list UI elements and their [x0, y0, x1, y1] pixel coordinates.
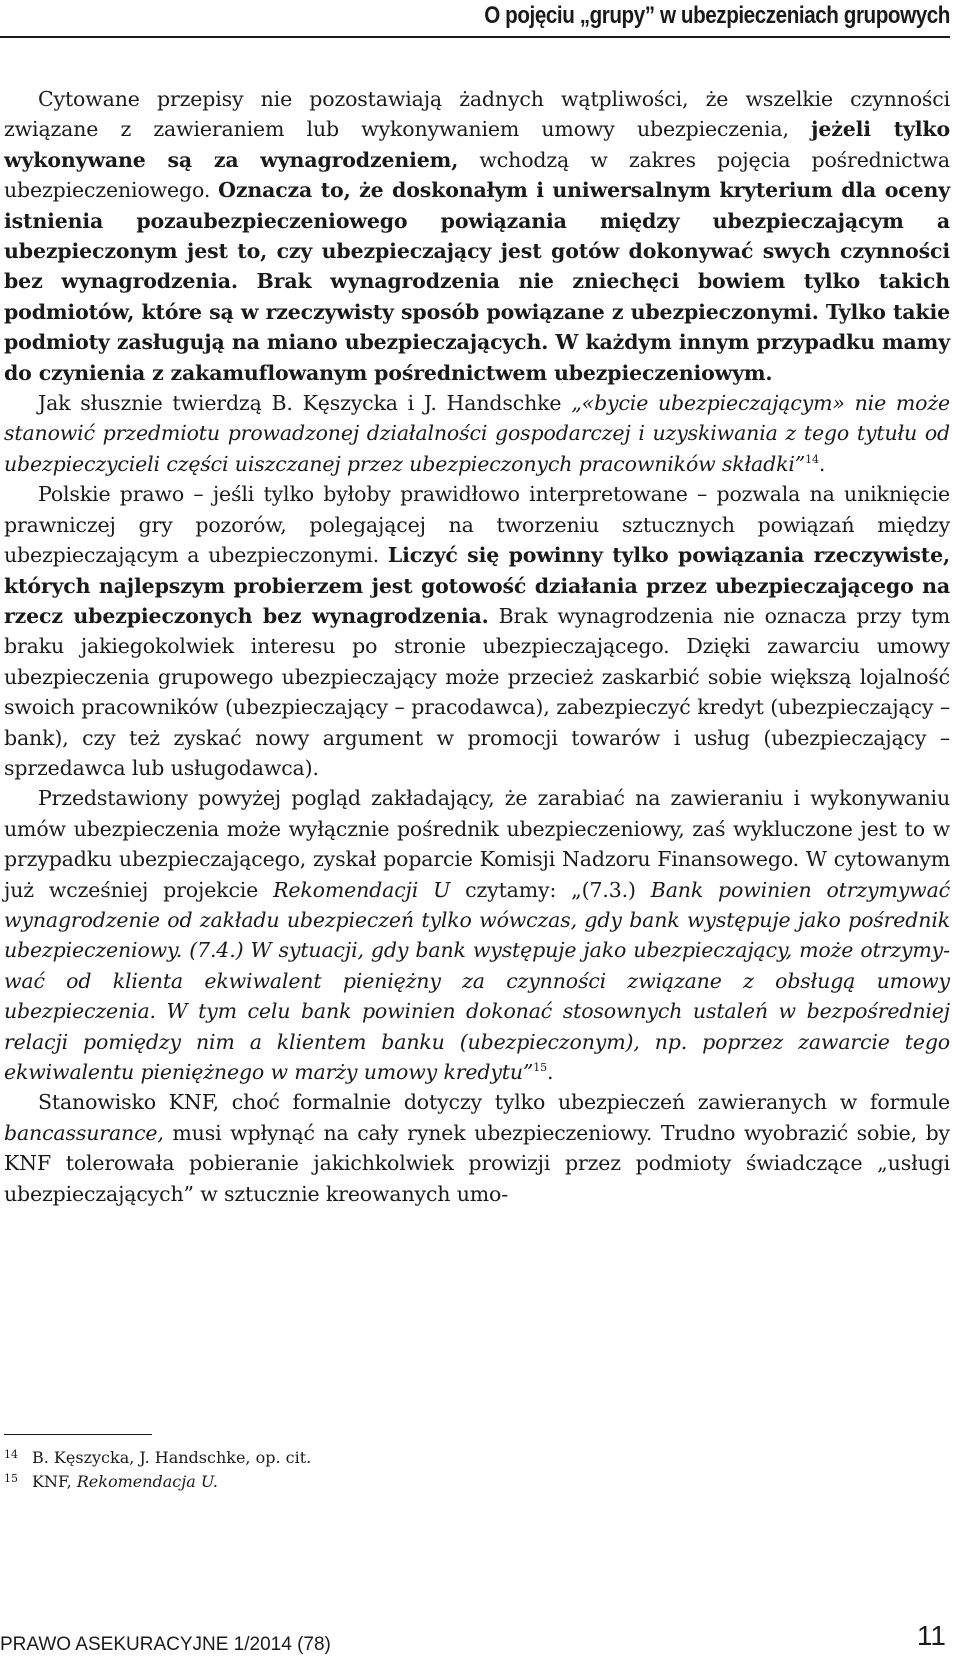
text-run: Jak słusznie twierdzą B. Kęszycka i J. Handschke — [38, 391, 572, 416]
text-run: Brak wynagrodzenia nie oznacza przy tym braku jakiegokolwiek interesu po stronie ubezpieczającego. Dzięki zawarciu umowy ubezpieczenia grupowego ubezpieczający może przecież zaskarbić sobie większą lojalność swoich pracowników (ubezpieczający – pracodawca), zabezpieczyć kredyt (ubezpieczający – bank), czy też zyskać nowy argument w promocji towarów i usług (ubezpieczający – sprzedawca lub usługodawca). — [4, 603, 950, 780]
text-run: wchodzą w zakres pojęcia pośrednictwa ubezpieczeniowego. — [4, 147, 950, 203]
text-run: Przedstawiony powyżej pogląd zakładający, że zarabiać na zawieraniu i wykonywaniu umów ubezpieczenia może wyłącznie pośrednik ubezpieczeniowy, zaś wykluczone jest to w przypadku ubezpieczającego, zyskał poparcie Komisji Nadzoru Finansowego. W cytowanym już wcześniej projekcie — [4, 786, 950, 902]
footnote-15 — [4, 1470, 904, 1494]
italic-text: Rekomendacji U — [273, 877, 451, 902]
paragraph-2 — [4, 388, 950, 479]
footnote-ref: 15 — [533, 1061, 547, 1074]
footer-page-number: 11 — [916, 1620, 946, 1651]
footer-journal: PRAWO ASEKURACYJNE 1/2014 (78) — [0, 1634, 331, 1655]
footnote-text — [32, 1446, 311, 1470]
paragraph-4 — [4, 783, 950, 1087]
text-run: . — [546, 1060, 554, 1084]
text-run: B. Kęszycka, J. Handschke, op. cit. — [32, 1448, 312, 1467]
italic-text: bancassurance, — [4, 1120, 164, 1145]
article-body — [4, 84, 950, 1209]
bold-text: jeżeli tylko wykonywane są za wynagrodzeniem, — [4, 117, 950, 172]
header-rule — [0, 36, 950, 38]
text-run: Cytowane przepisy nie pozostawiają żadnych wątpliwości, że wszelkie czynności związane z zawieraniem lub wykonywaniem umowy ubezpieczenia, — [4, 87, 950, 142]
footnote-number: 14 — [4, 1448, 18, 1461]
bold-text: Oznacza to, że doskonałym i uniwersalnym kryterium dla oceny istnienia pozaubezpieczeniowego powiązania między ubezpieczającym a ubezpieczonym jest to, czy ubezpieczający jest gotów dokonywać swych czynności bez wynagrodzenia. Brak wynagrodzenia nie zniechęci bowiem tylko takich podmiotów, które są w rzeczywisty sposób powiązane z ubezpieczonymi. Tylko takie podmioty zasługują na miano ubezpieczających. W każdym innym przypadku mamy do czynienia z zakamuflowanym pośrednictwem ubezpieczeniowym. — [4, 178, 950, 385]
text-run: Polskie prawo – jeśli tylko byłoby prawidłowo interpretowane – pozwala na uniknięcie prawniczej gry pozorów, polegającej na tworzeniu sztucznych powiązań między ubezpieczającym a ubezpieczonymi. — [4, 482, 950, 568]
bold-text: Liczyć się powinny tylko powiązania rzeczywiste, których najlepszym probierzem jest gotowość działania przez ubezpieczającego na rzecz ubezpieczonych bez wynagrodzenia. — [4, 543, 950, 628]
italic-text: Bank powinien otrzymywać wynagrodzenie od zakładu ubezpieczeń tylko wówczas, gdy bank występuje jako pośrednik ubezpieczeniowy. (7.4.) W sytuacji, gdy bank występuje jako ubezpieczający, może otrzymywać od klienta ekwiwalent pieniężny za czynności związane z obsługą umowy ubezpieczenia. W tym celu bank powinien dokonać stosownych ustaleń w bezpośredniej relacji pomiędzy nim a klientem banku (ubezpieczonym), np. poprzez zawarcie tego ekwiwalentu pieniężnego w marży umowy kredytu” — [4, 877, 950, 1084]
footnote-ref: 14 — [805, 452, 819, 466]
text-run: musi wpłynąć na cały rynek ubezpieczeniowy. Trudno wyobrazić sobie, by KNF tolerowała pobieranie jakichkolwiek prowizji przez podmioty świadczące „usługi ubezpieczających” w sztucznie kreowanych umo- — [4, 1120, 950, 1206]
text-run: czytamy: „(7.3.) — [450, 877, 651, 902]
footnote-14 — [4, 1446, 904, 1470]
footnote-rule — [4, 1434, 152, 1435]
footnotes — [4, 1446, 904, 1494]
paragraph-1 — [4, 84, 950, 388]
running-head-title: O pojęciu „grupy” w ubezpieczeniach grupowych — [484, 2, 950, 29]
text-run: Stanowisko KNF, choć formalnie dotyczy tylko ubezpieczeń zawieranych w formule — [38, 1090, 950, 1115]
italic-text: Rekomendacja U. — [76, 1472, 218, 1491]
text-run: . — [818, 451, 826, 476]
footnote-number: 15 — [4, 1472, 18, 1485]
paragraph-5 — [4, 1087, 950, 1209]
paragraph-3 — [4, 479, 950, 783]
footnote-text — [32, 1470, 218, 1494]
text-run: KNF, — [32, 1472, 77, 1491]
italic-text: „«bycie ubezpieczającym» nie może stanowić przedmiotu prowadzonej działalności gospodarczej i uzyskiwania z tego tytułu od ubezpieczycieli części uiszczanej przez ubezpieczonych pracowników składki” — [4, 391, 950, 476]
